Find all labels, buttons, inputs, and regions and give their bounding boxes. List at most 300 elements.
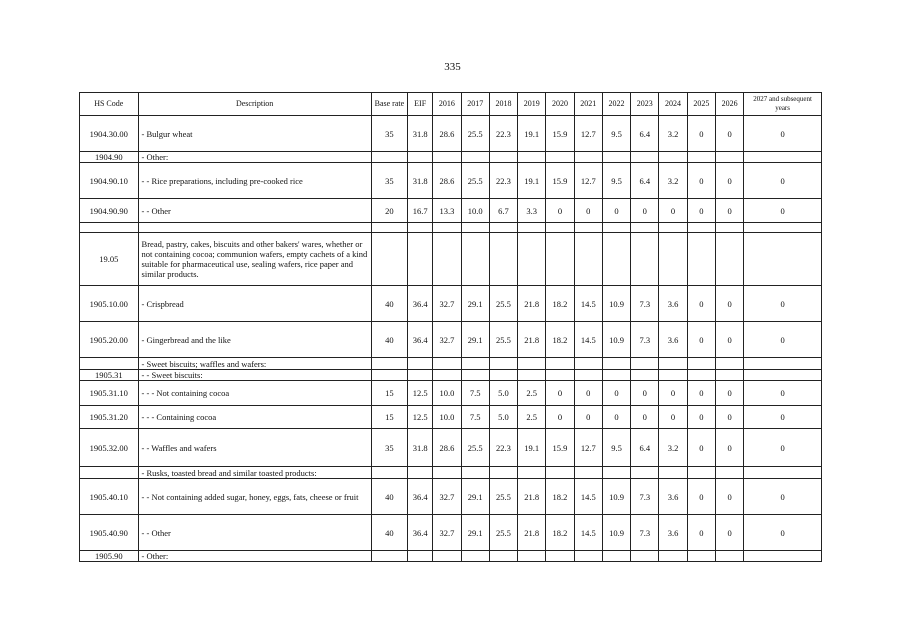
rate-cell bbox=[461, 223, 489, 233]
table-row bbox=[80, 429, 822, 467]
rate-cell bbox=[489, 551, 517, 562]
rate-cell bbox=[715, 370, 743, 381]
rate-cell: 0 bbox=[744, 199, 822, 223]
rate-cell: 15.9 bbox=[546, 116, 574, 152]
table-row bbox=[80, 199, 822, 223]
column-header: 2024 bbox=[659, 93, 687, 116]
rate-cell: 0 bbox=[687, 199, 715, 223]
rate-cell: 15.9 bbox=[546, 429, 574, 467]
rate-cell bbox=[433, 223, 461, 233]
description-cell: - - Other bbox=[138, 199, 371, 223]
rate-cell: 19.1 bbox=[518, 116, 546, 152]
rate-cell: 0 bbox=[631, 381, 659, 406]
rate-cell: 10.0 bbox=[433, 381, 461, 406]
rate-cell bbox=[546, 551, 574, 562]
rate-cell: 0 bbox=[659, 406, 687, 429]
rate-cell bbox=[461, 551, 489, 562]
rate-cell: 0 bbox=[715, 286, 743, 322]
rate-cell: 0 bbox=[602, 199, 630, 223]
rate-cell bbox=[518, 551, 546, 562]
rate-cell: 0 bbox=[631, 199, 659, 223]
hs-code-cell bbox=[80, 358, 139, 370]
rate-cell: 0 bbox=[602, 381, 630, 406]
rate-cell: 25.5 bbox=[461, 429, 489, 467]
column-header: EIF bbox=[408, 93, 433, 116]
rate-cell: 10.0 bbox=[433, 406, 461, 429]
rate-cell: 0 bbox=[687, 479, 715, 515]
hs-code-cell: 1905.40.10 bbox=[80, 479, 139, 515]
rate-cell: 0 bbox=[659, 199, 687, 223]
description-cell: - Other: bbox=[138, 551, 371, 562]
hs-code-cell: 19.05 bbox=[80, 233, 139, 286]
rate-cell: 5.0 bbox=[489, 406, 517, 429]
column-header: 2026 bbox=[715, 93, 743, 116]
rate-cell: 36.4 bbox=[408, 479, 433, 515]
rate-cell: 22.3 bbox=[489, 429, 517, 467]
rate-cell: 25.5 bbox=[489, 515, 517, 551]
base-rate-cell bbox=[371, 358, 407, 370]
rate-cell: 0 bbox=[687, 322, 715, 358]
rate-cell bbox=[574, 467, 602, 479]
rate-cell bbox=[687, 152, 715, 163]
rate-cell: 0 bbox=[687, 429, 715, 467]
table-row bbox=[80, 163, 822, 199]
rate-cell: 18.2 bbox=[546, 322, 574, 358]
rate-cell: 7.3 bbox=[631, 515, 659, 551]
rate-cell: 29.1 bbox=[461, 286, 489, 322]
rate-cell: 0 bbox=[574, 199, 602, 223]
rate-cell: 32.7 bbox=[433, 479, 461, 515]
rate-cell: 16.7 bbox=[408, 199, 433, 223]
column-header: 2022 bbox=[602, 93, 630, 116]
rate-cell: 36.4 bbox=[408, 515, 433, 551]
hs-code-cell bbox=[80, 467, 139, 479]
description-cell: - - Not containing added sugar, honey, eggs, fats, cheese or fruit bbox=[138, 479, 371, 515]
base-rate-cell: 35 bbox=[371, 116, 407, 152]
rate-cell: 3.6 bbox=[659, 286, 687, 322]
table-row bbox=[80, 152, 822, 163]
base-rate-cell: 40 bbox=[371, 322, 407, 358]
description-cell bbox=[138, 223, 371, 233]
column-header: 2018 bbox=[489, 93, 517, 116]
rate-cell: 0 bbox=[546, 381, 574, 406]
rate-cell: 0 bbox=[631, 406, 659, 429]
column-header: HS Code bbox=[80, 93, 139, 116]
hs-code-cell: 1904.30.00 bbox=[80, 116, 139, 152]
description-cell: - Other: bbox=[138, 152, 371, 163]
rate-cell bbox=[631, 152, 659, 163]
rate-cell: 0 bbox=[687, 515, 715, 551]
rate-cell bbox=[744, 467, 822, 479]
rate-cell bbox=[461, 152, 489, 163]
rate-cell bbox=[602, 467, 630, 479]
rate-cell bbox=[518, 370, 546, 381]
rate-cell: 12.7 bbox=[574, 429, 602, 467]
rate-cell bbox=[433, 551, 461, 562]
rate-cell: 2.5 bbox=[518, 406, 546, 429]
rate-cell: 0 bbox=[659, 381, 687, 406]
rate-cell bbox=[408, 370, 433, 381]
hs-code-cell: 1904.90.10 bbox=[80, 163, 139, 199]
rate-cell bbox=[518, 358, 546, 370]
rate-cell: 0 bbox=[687, 406, 715, 429]
rate-cell: 28.6 bbox=[433, 429, 461, 467]
page-number: 335 bbox=[444, 61, 461, 73]
rate-cell bbox=[461, 358, 489, 370]
rate-cell bbox=[408, 233, 433, 286]
rate-cell bbox=[631, 551, 659, 562]
rate-cell: 32.7 bbox=[433, 515, 461, 551]
rate-cell bbox=[687, 551, 715, 562]
rate-cell: 0 bbox=[715, 479, 743, 515]
rate-cell bbox=[574, 358, 602, 370]
rate-cell bbox=[715, 223, 743, 233]
rate-cell: 0 bbox=[744, 515, 822, 551]
table-body bbox=[80, 116, 822, 562]
rate-cell: 3.2 bbox=[659, 116, 687, 152]
hs-code-cell: 1905.32.00 bbox=[80, 429, 139, 467]
rate-cell: 22.3 bbox=[489, 116, 517, 152]
hs-code-cell: 1905.90 bbox=[80, 551, 139, 562]
rate-cell: 28.6 bbox=[433, 163, 461, 199]
rate-cell bbox=[631, 467, 659, 479]
rate-cell bbox=[518, 233, 546, 286]
rate-cell: 14.5 bbox=[574, 479, 602, 515]
hs-code-cell: 1905.31.10 bbox=[80, 381, 139, 406]
column-header: 2019 bbox=[518, 93, 546, 116]
rate-cell: 0 bbox=[715, 163, 743, 199]
rate-cell bbox=[574, 551, 602, 562]
rate-cell: 12.5 bbox=[408, 406, 433, 429]
rate-cell: 12.5 bbox=[408, 381, 433, 406]
description-cell: - - Waffles and wafers bbox=[138, 429, 371, 467]
rate-cell bbox=[744, 233, 822, 286]
rate-cell: 0 bbox=[744, 116, 822, 152]
table-row bbox=[80, 370, 822, 381]
column-header: 2023 bbox=[631, 93, 659, 116]
table-row bbox=[80, 223, 822, 233]
rate-cell: 10.9 bbox=[602, 322, 630, 358]
base-rate-cell bbox=[371, 233, 407, 286]
rate-cell bbox=[744, 152, 822, 163]
rate-cell: 9.5 bbox=[602, 116, 630, 152]
rate-cell: 10.9 bbox=[602, 286, 630, 322]
rate-cell bbox=[687, 358, 715, 370]
rate-cell: 3.6 bbox=[659, 515, 687, 551]
rate-cell bbox=[518, 223, 546, 233]
table-row bbox=[80, 479, 822, 515]
rate-cell bbox=[744, 358, 822, 370]
rate-cell: 6.4 bbox=[631, 116, 659, 152]
rate-cell bbox=[631, 358, 659, 370]
hs-code-cell: 1905.40.90 bbox=[80, 515, 139, 551]
rate-cell: 0 bbox=[715, 322, 743, 358]
rate-cell bbox=[659, 467, 687, 479]
rate-cell: 0 bbox=[744, 322, 822, 358]
description-cell: - - - Containing cocoa bbox=[138, 406, 371, 429]
rate-cell: 25.5 bbox=[489, 322, 517, 358]
rate-cell bbox=[489, 223, 517, 233]
rate-cell: 21.8 bbox=[518, 515, 546, 551]
rate-cell bbox=[631, 233, 659, 286]
rate-cell: 0 bbox=[687, 163, 715, 199]
table-row bbox=[80, 381, 822, 406]
table-row bbox=[80, 322, 822, 358]
description-cell: - Bulgur wheat bbox=[138, 116, 371, 152]
rate-cell: 0 bbox=[715, 199, 743, 223]
rate-cell: 12.7 bbox=[574, 116, 602, 152]
rate-cell bbox=[433, 233, 461, 286]
rate-cell: 7.3 bbox=[631, 286, 659, 322]
rate-cell bbox=[546, 467, 574, 479]
column-header: Base rate bbox=[371, 93, 407, 116]
rate-cell: 6.4 bbox=[631, 429, 659, 467]
base-rate-cell: 35 bbox=[371, 429, 407, 467]
rate-cell bbox=[687, 233, 715, 286]
rate-cell bbox=[715, 467, 743, 479]
rate-cell bbox=[433, 152, 461, 163]
rate-cell: 29.1 bbox=[461, 479, 489, 515]
rate-cell: 9.5 bbox=[602, 163, 630, 199]
rate-cell: 15.9 bbox=[546, 163, 574, 199]
rate-cell: 31.8 bbox=[408, 163, 433, 199]
column-header: 2017 bbox=[461, 93, 489, 116]
base-rate-cell: 40 bbox=[371, 479, 407, 515]
column-header: 2020 bbox=[546, 93, 574, 116]
rate-cell bbox=[408, 358, 433, 370]
rate-cell bbox=[659, 551, 687, 562]
rate-cell bbox=[659, 233, 687, 286]
rate-cell: 0 bbox=[744, 163, 822, 199]
rate-cell: 14.5 bbox=[574, 515, 602, 551]
rate-cell: 7.3 bbox=[631, 322, 659, 358]
rate-cell bbox=[687, 370, 715, 381]
rate-cell bbox=[574, 233, 602, 286]
rate-cell: 13.3 bbox=[433, 199, 461, 223]
rate-cell: 6.4 bbox=[631, 163, 659, 199]
hs-code-cell bbox=[80, 223, 139, 233]
rate-cell: 3.2 bbox=[659, 163, 687, 199]
tariff-schedule-table bbox=[79, 92, 822, 562]
rate-cell bbox=[602, 152, 630, 163]
rate-cell: 14.5 bbox=[574, 286, 602, 322]
hs-code-cell: 1904.90.90 bbox=[80, 199, 139, 223]
base-rate-cell bbox=[371, 551, 407, 562]
rate-cell: 36.4 bbox=[408, 286, 433, 322]
rate-cell bbox=[715, 233, 743, 286]
rate-cell: 6.7 bbox=[489, 199, 517, 223]
base-rate-cell: 40 bbox=[371, 286, 407, 322]
base-rate-cell: 15 bbox=[371, 381, 407, 406]
rate-cell: 0 bbox=[687, 116, 715, 152]
rate-cell: 0 bbox=[602, 406, 630, 429]
rate-cell: 0 bbox=[715, 429, 743, 467]
table-row bbox=[80, 286, 822, 322]
rate-cell: 0 bbox=[574, 406, 602, 429]
rate-cell: 2.5 bbox=[518, 381, 546, 406]
rate-cell bbox=[461, 467, 489, 479]
rate-cell: 25.5 bbox=[461, 116, 489, 152]
rate-cell: 10.0 bbox=[461, 199, 489, 223]
hs-code-cell: 1905.10.00 bbox=[80, 286, 139, 322]
rate-cell bbox=[602, 551, 630, 562]
hs-code-cell: 1904.90 bbox=[80, 152, 139, 163]
rate-cell bbox=[687, 467, 715, 479]
rate-cell bbox=[659, 370, 687, 381]
rate-cell bbox=[631, 223, 659, 233]
base-rate-cell: 35 bbox=[371, 163, 407, 199]
rate-cell bbox=[489, 152, 517, 163]
hs-code-cell: 1905.31.20 bbox=[80, 406, 139, 429]
rate-cell bbox=[574, 370, 602, 381]
rate-cell: 0 bbox=[546, 406, 574, 429]
description-cell: - - Sweet biscuits: bbox=[138, 370, 371, 381]
rate-cell: 0 bbox=[744, 479, 822, 515]
rate-cell bbox=[659, 152, 687, 163]
table-row bbox=[80, 515, 822, 551]
base-rate-cell bbox=[371, 370, 407, 381]
rate-cell bbox=[602, 370, 630, 381]
rate-cell bbox=[518, 152, 546, 163]
base-rate-cell: 20 bbox=[371, 199, 407, 223]
column-header: 2025 bbox=[687, 93, 715, 116]
rate-cell bbox=[602, 223, 630, 233]
rate-cell bbox=[433, 358, 461, 370]
rate-cell: 0 bbox=[715, 116, 743, 152]
base-rate-cell: 40 bbox=[371, 515, 407, 551]
rate-cell: 31.8 bbox=[408, 116, 433, 152]
rate-cell: 10.9 bbox=[602, 515, 630, 551]
rate-cell: 18.2 bbox=[546, 515, 574, 551]
rate-cell: 5.0 bbox=[489, 381, 517, 406]
description-cell: - - Rice preparations, including pre-cooked rice bbox=[138, 163, 371, 199]
rate-cell: 0 bbox=[744, 286, 822, 322]
rate-cell bbox=[546, 223, 574, 233]
table-row bbox=[80, 406, 822, 429]
rate-cell bbox=[631, 370, 659, 381]
rate-cell: 0 bbox=[715, 381, 743, 406]
rate-cell bbox=[574, 152, 602, 163]
base-rate-cell bbox=[371, 467, 407, 479]
rate-cell bbox=[433, 370, 461, 381]
rate-cell: 0 bbox=[574, 381, 602, 406]
rate-cell bbox=[546, 358, 574, 370]
rate-cell: 19.1 bbox=[518, 429, 546, 467]
description-cell: - - - Not containing cocoa bbox=[138, 381, 371, 406]
rate-cell bbox=[715, 152, 743, 163]
rate-cell bbox=[659, 358, 687, 370]
rate-cell: 0 bbox=[715, 406, 743, 429]
rate-cell: 18.2 bbox=[546, 286, 574, 322]
rate-cell: 0 bbox=[744, 429, 822, 467]
rate-cell bbox=[489, 233, 517, 286]
table-row bbox=[80, 233, 822, 286]
rate-cell bbox=[546, 152, 574, 163]
rate-cell: 0 bbox=[744, 381, 822, 406]
rate-cell: 25.5 bbox=[489, 286, 517, 322]
rate-cell: 21.8 bbox=[518, 479, 546, 515]
rate-cell bbox=[715, 551, 743, 562]
hs-code-cell: 1905.20.00 bbox=[80, 322, 139, 358]
description-cell: - - Other bbox=[138, 515, 371, 551]
rate-cell: 0 bbox=[687, 381, 715, 406]
rate-cell bbox=[744, 551, 822, 562]
rate-cell: 0 bbox=[715, 515, 743, 551]
column-header: Description bbox=[138, 93, 371, 116]
rate-cell: 18.2 bbox=[546, 479, 574, 515]
description-cell: - Crispbread bbox=[138, 286, 371, 322]
rate-cell bbox=[408, 152, 433, 163]
rate-cell bbox=[408, 467, 433, 479]
rate-cell: 32.7 bbox=[433, 322, 461, 358]
rate-cell bbox=[744, 223, 822, 233]
rate-cell: 21.8 bbox=[518, 322, 546, 358]
rate-cell: 32.7 bbox=[433, 286, 461, 322]
rate-cell bbox=[489, 370, 517, 381]
table-row bbox=[80, 116, 822, 152]
rate-cell: 0 bbox=[546, 199, 574, 223]
rate-cell: 3.3 bbox=[518, 199, 546, 223]
rate-cell: 28.6 bbox=[433, 116, 461, 152]
rate-cell bbox=[546, 370, 574, 381]
rate-cell bbox=[489, 358, 517, 370]
rate-cell: 3.6 bbox=[659, 479, 687, 515]
table-row bbox=[80, 358, 822, 370]
hs-code-cell: 1905.31 bbox=[80, 370, 139, 381]
rate-cell: 19.1 bbox=[518, 163, 546, 199]
rate-cell bbox=[433, 467, 461, 479]
rate-cell: 31.8 bbox=[408, 429, 433, 467]
rate-cell: 14.5 bbox=[574, 322, 602, 358]
rate-cell: 7.5 bbox=[461, 406, 489, 429]
rate-cell bbox=[687, 223, 715, 233]
rate-cell bbox=[408, 223, 433, 233]
rate-cell: 25.5 bbox=[461, 163, 489, 199]
description-cell: - Sweet biscuits; waffles and wafers: bbox=[138, 358, 371, 370]
rate-cell bbox=[461, 370, 489, 381]
rate-cell bbox=[744, 370, 822, 381]
rate-cell bbox=[574, 223, 602, 233]
rate-cell bbox=[602, 358, 630, 370]
table-header-row bbox=[80, 93, 822, 116]
rate-cell: 9.5 bbox=[602, 429, 630, 467]
rate-cell: 3.6 bbox=[659, 322, 687, 358]
rate-cell bbox=[546, 233, 574, 286]
rate-cell bbox=[659, 223, 687, 233]
rate-cell: 12.7 bbox=[574, 163, 602, 199]
table-row bbox=[80, 467, 822, 479]
description-cell: Bread, pastry, cakes, biscuits and other bakers' wares, whether or not containing cocoa; communion wafers, empty cachets of a kind suitable for pharmaceutical use, sealing wafers, rice paper and similar products. bbox=[138, 233, 371, 286]
column-header: 2021 bbox=[574, 93, 602, 116]
rate-cell: 36.4 bbox=[408, 322, 433, 358]
base-rate-cell bbox=[371, 223, 407, 233]
rate-cell: 7.5 bbox=[461, 381, 489, 406]
rate-cell bbox=[489, 467, 517, 479]
rate-cell: 29.1 bbox=[461, 322, 489, 358]
rate-cell: 22.3 bbox=[489, 163, 517, 199]
rate-cell bbox=[602, 233, 630, 286]
rate-cell bbox=[408, 551, 433, 562]
rate-cell: 0 bbox=[744, 406, 822, 429]
description-cell: - Rusks, toasted bread and similar toasted products: bbox=[138, 467, 371, 479]
base-rate-cell: 15 bbox=[371, 406, 407, 429]
rate-cell: 7.3 bbox=[631, 479, 659, 515]
rate-cell bbox=[461, 233, 489, 286]
column-header: 2027 and subsequent years bbox=[744, 93, 822, 116]
rate-cell: 21.8 bbox=[518, 286, 546, 322]
rate-cell bbox=[518, 467, 546, 479]
rate-cell bbox=[715, 358, 743, 370]
